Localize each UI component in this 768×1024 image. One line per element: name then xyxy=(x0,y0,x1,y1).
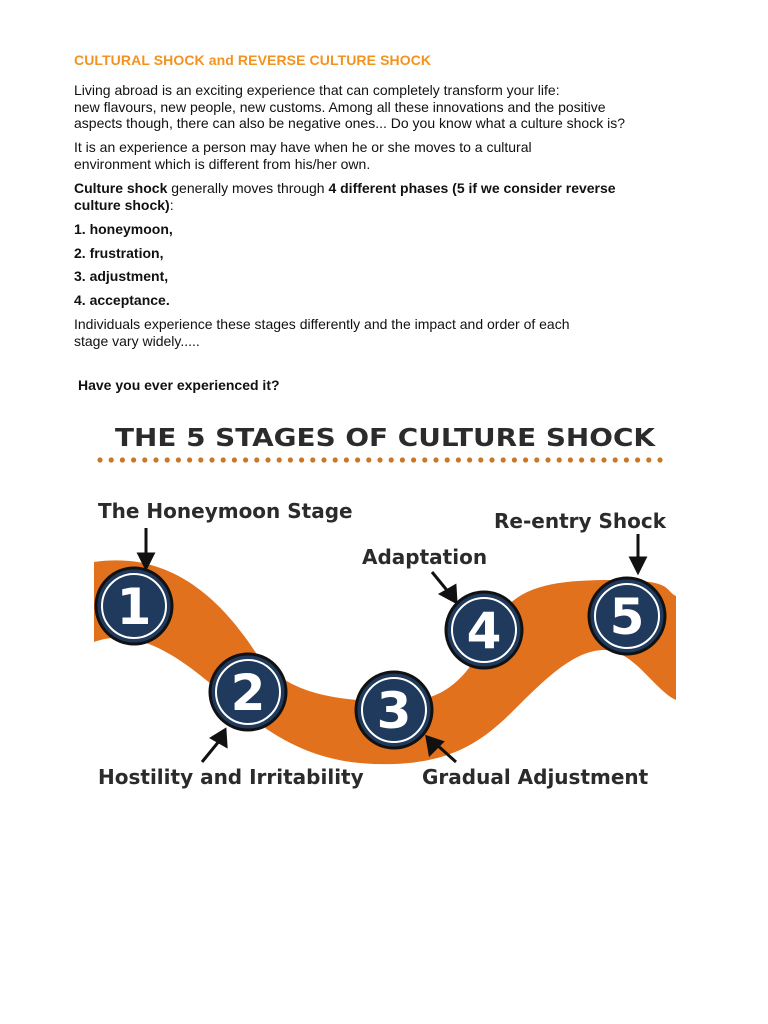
stage-circle xyxy=(210,654,286,730)
divider-dot xyxy=(590,457,595,462)
divider-dot xyxy=(601,457,606,462)
divider-dot xyxy=(445,457,450,462)
list-item: 3. adjustment, xyxy=(74,268,169,284)
stage-circle xyxy=(356,672,432,748)
divider-dot xyxy=(221,457,226,462)
infographic-title: THE 5 STAGES OF CULTURE SHOCK xyxy=(115,423,657,452)
divider-dot xyxy=(277,457,282,462)
divider-dot xyxy=(478,457,483,462)
divider-dot xyxy=(355,457,360,462)
divider-dot xyxy=(288,457,293,462)
intro-line-1: Living abroad is an exciting experience that can completely transform your life: xyxy=(74,82,560,98)
divider-dot xyxy=(512,457,517,462)
divider-dot xyxy=(333,457,338,462)
question: Have you ever experienced it? xyxy=(78,377,280,393)
divider-dot xyxy=(187,457,192,462)
divider-dot xyxy=(489,457,494,462)
divider-dot xyxy=(120,457,125,462)
phases-paragraph xyxy=(74,180,616,213)
stage-number: 5 xyxy=(609,588,645,646)
divider-dot xyxy=(299,457,304,462)
closing-line-1: Individuals experience these stages differently and the impact and order of each xyxy=(74,316,570,332)
divider-dot xyxy=(109,457,114,462)
stage-label: Gradual Adjustment xyxy=(422,765,649,789)
divider-dot xyxy=(389,457,394,462)
divider-dot xyxy=(657,457,662,462)
stage-circle xyxy=(96,568,172,644)
divider-dot xyxy=(165,457,170,462)
closing-line-2: stage vary widely..... xyxy=(74,332,200,349)
divider-dot xyxy=(153,457,158,462)
definition-line-1: It is an experience a person may have when he or she moves to a cultural xyxy=(74,139,532,155)
divider-dot xyxy=(131,457,136,462)
intro-line-2: new flavours, new people, new customs. Among all these innovations and the positive xyxy=(74,98,606,115)
divider-dot xyxy=(142,457,147,462)
phases-count: 4 different phases (5 if we consider reverse xyxy=(328,180,616,196)
divider-dot xyxy=(321,457,326,462)
divider-dot xyxy=(433,457,438,462)
arrow-up-icon xyxy=(202,730,226,762)
stage-circle xyxy=(589,578,665,654)
stage-number: 1 xyxy=(116,578,152,636)
divider-dot xyxy=(176,457,181,462)
stage-circle xyxy=(446,592,522,668)
divider-dot xyxy=(400,457,405,462)
stage-number: 2 xyxy=(230,664,266,722)
list-item: 1. honeymoon, xyxy=(74,221,173,237)
phases-text: generally moves through xyxy=(167,180,329,196)
stage-label: Adaptation xyxy=(362,545,488,569)
divider-dot xyxy=(344,457,349,462)
phases-term: Culture shock xyxy=(74,180,168,196)
definition-line-2: environment which is different from his/her own. xyxy=(74,155,371,172)
divider-dot xyxy=(501,457,506,462)
divider-dot xyxy=(209,457,214,462)
divider-dot xyxy=(534,457,539,462)
divider-dot xyxy=(523,457,528,462)
phases-colon: : xyxy=(169,196,174,213)
divider-dot xyxy=(422,457,427,462)
dotted-divider xyxy=(97,457,662,462)
divider-dot xyxy=(377,457,382,462)
arrow-down-icon xyxy=(432,572,456,602)
divider-dot xyxy=(366,457,371,462)
divider-dot xyxy=(613,457,618,462)
divider-dot xyxy=(635,457,640,462)
divider-dot xyxy=(557,457,562,462)
stage-number: 4 xyxy=(466,602,502,660)
divider-dot xyxy=(646,457,651,462)
arrow-down-icon xyxy=(139,528,153,568)
divider-dot xyxy=(456,457,461,462)
divider-dot xyxy=(243,457,248,462)
divider-dot xyxy=(545,457,550,462)
arrow-down-icon xyxy=(631,534,645,572)
stage-label: Hostility and Irritability xyxy=(98,765,364,789)
intro-line-3: aspects though, there can also be negative ones... Do you know what a culture shock is? xyxy=(74,115,625,131)
culture-shock-infographic xyxy=(94,410,676,800)
page-title: CULTURAL SHOCK and REVERSE CULTURE SHOCK xyxy=(74,52,432,68)
divider-dot xyxy=(265,457,270,462)
stage-number: 3 xyxy=(376,682,412,740)
divider-dot xyxy=(579,457,584,462)
divider-dot xyxy=(411,457,416,462)
stage-label: Re-entry Shock xyxy=(494,509,667,533)
stage-label: The Honeymoon Stage xyxy=(98,499,353,523)
divider-dot xyxy=(232,457,237,462)
divider-dot xyxy=(624,457,629,462)
divider-dot xyxy=(254,457,259,462)
divider-dot xyxy=(310,457,315,462)
phases-count-cont: culture shock) xyxy=(74,196,170,213)
closing-paragraph xyxy=(74,316,570,349)
divider-dot xyxy=(97,457,102,462)
definition-paragraph xyxy=(74,139,532,172)
divider-dot xyxy=(198,457,203,462)
intro-paragraph xyxy=(74,82,625,132)
infographic-svg xyxy=(94,410,676,800)
divider-dot xyxy=(467,457,472,462)
list-item: 4. acceptance. xyxy=(74,292,170,308)
divider-dot xyxy=(568,457,573,462)
list-item: 2. frustration, xyxy=(74,245,164,261)
